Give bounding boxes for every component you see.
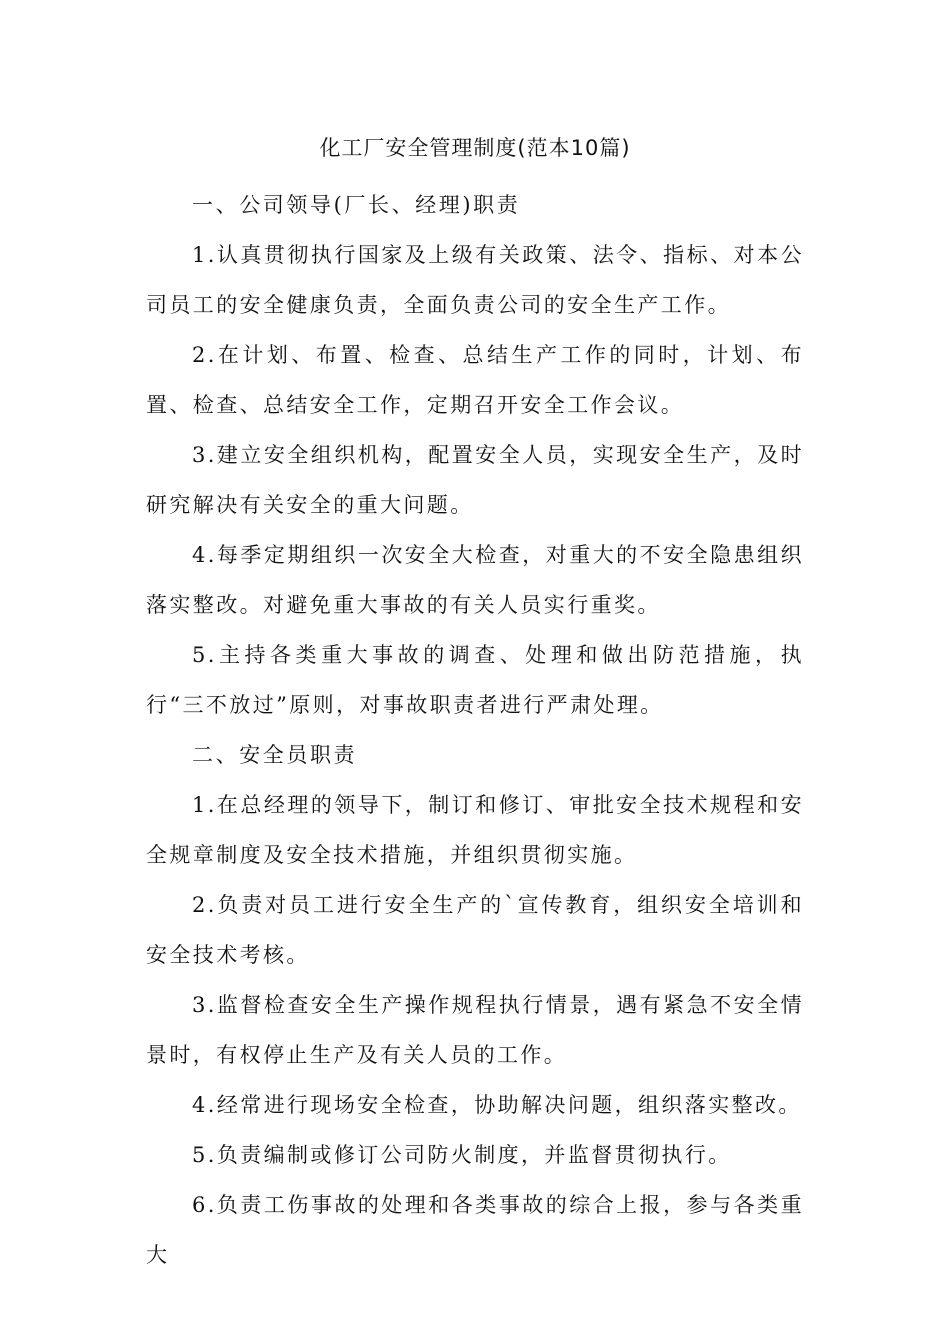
paragraph: 5.主持各类重大事故的调查、处理和做出防范措施，执行“三不放过”原则，对事故职责者进行严肃处理。: [146, 643, 804, 717]
paragraph: 6.负责工伤事故的处理和各类事故的综合上报，参与各类重大: [146, 1193, 804, 1267]
paragraph: 1.认真贯彻执行国家及上级有关政策、法令、指标、对本公司员工的安全健康负责，全面负责公司的安全生产工作。: [146, 243, 804, 317]
paragraph: 4.每季定期组织一次安全大检查，对重大的不安全隐患组织落实整改。对避免重大事故的有关人员实行重奖。: [146, 543, 804, 617]
paragraph: 3.监督检查安全生产操作规程执行情景，遇有紧急不安全情景时，有权停止生产及有关人员的工作。: [146, 993, 804, 1067]
document-body: [146, 180, 804, 1280]
paragraph: 4.经常进行现场安全检查，协助解决问题，组织落实整改。: [192, 1093, 802, 1117]
paragraph: 2.负责对员工进行安全生产的`宣传教育，组织安全培训和安全技术考核。: [146, 893, 804, 967]
section-heading: 二、安全员职责: [192, 743, 358, 767]
paragraph: 2.在计划、布置、检查、总结生产工作的同时，计划、布置、检查、总结安全工作，定期召开安全工作会议。: [146, 343, 804, 417]
document-title: 化工厂安全管理制度(范本10篇): [319, 136, 631, 160]
paragraph: 5.负责编制或修订公司防火制度，并监督贯彻执行。: [192, 1143, 732, 1167]
paragraph: 3.建立安全组织机构，配置安全人员，实现安全生产，及时研究解决有关安全的重大问题。: [146, 443, 804, 517]
paragraph: 1.在总经理的领导下，制订和修订、审批安全技术规程和安全规章制度及安全技术措施，并组织贯彻实施。: [146, 793, 804, 867]
section-heading: 一、公司领导(厂长、经理)职责: [192, 193, 521, 217]
